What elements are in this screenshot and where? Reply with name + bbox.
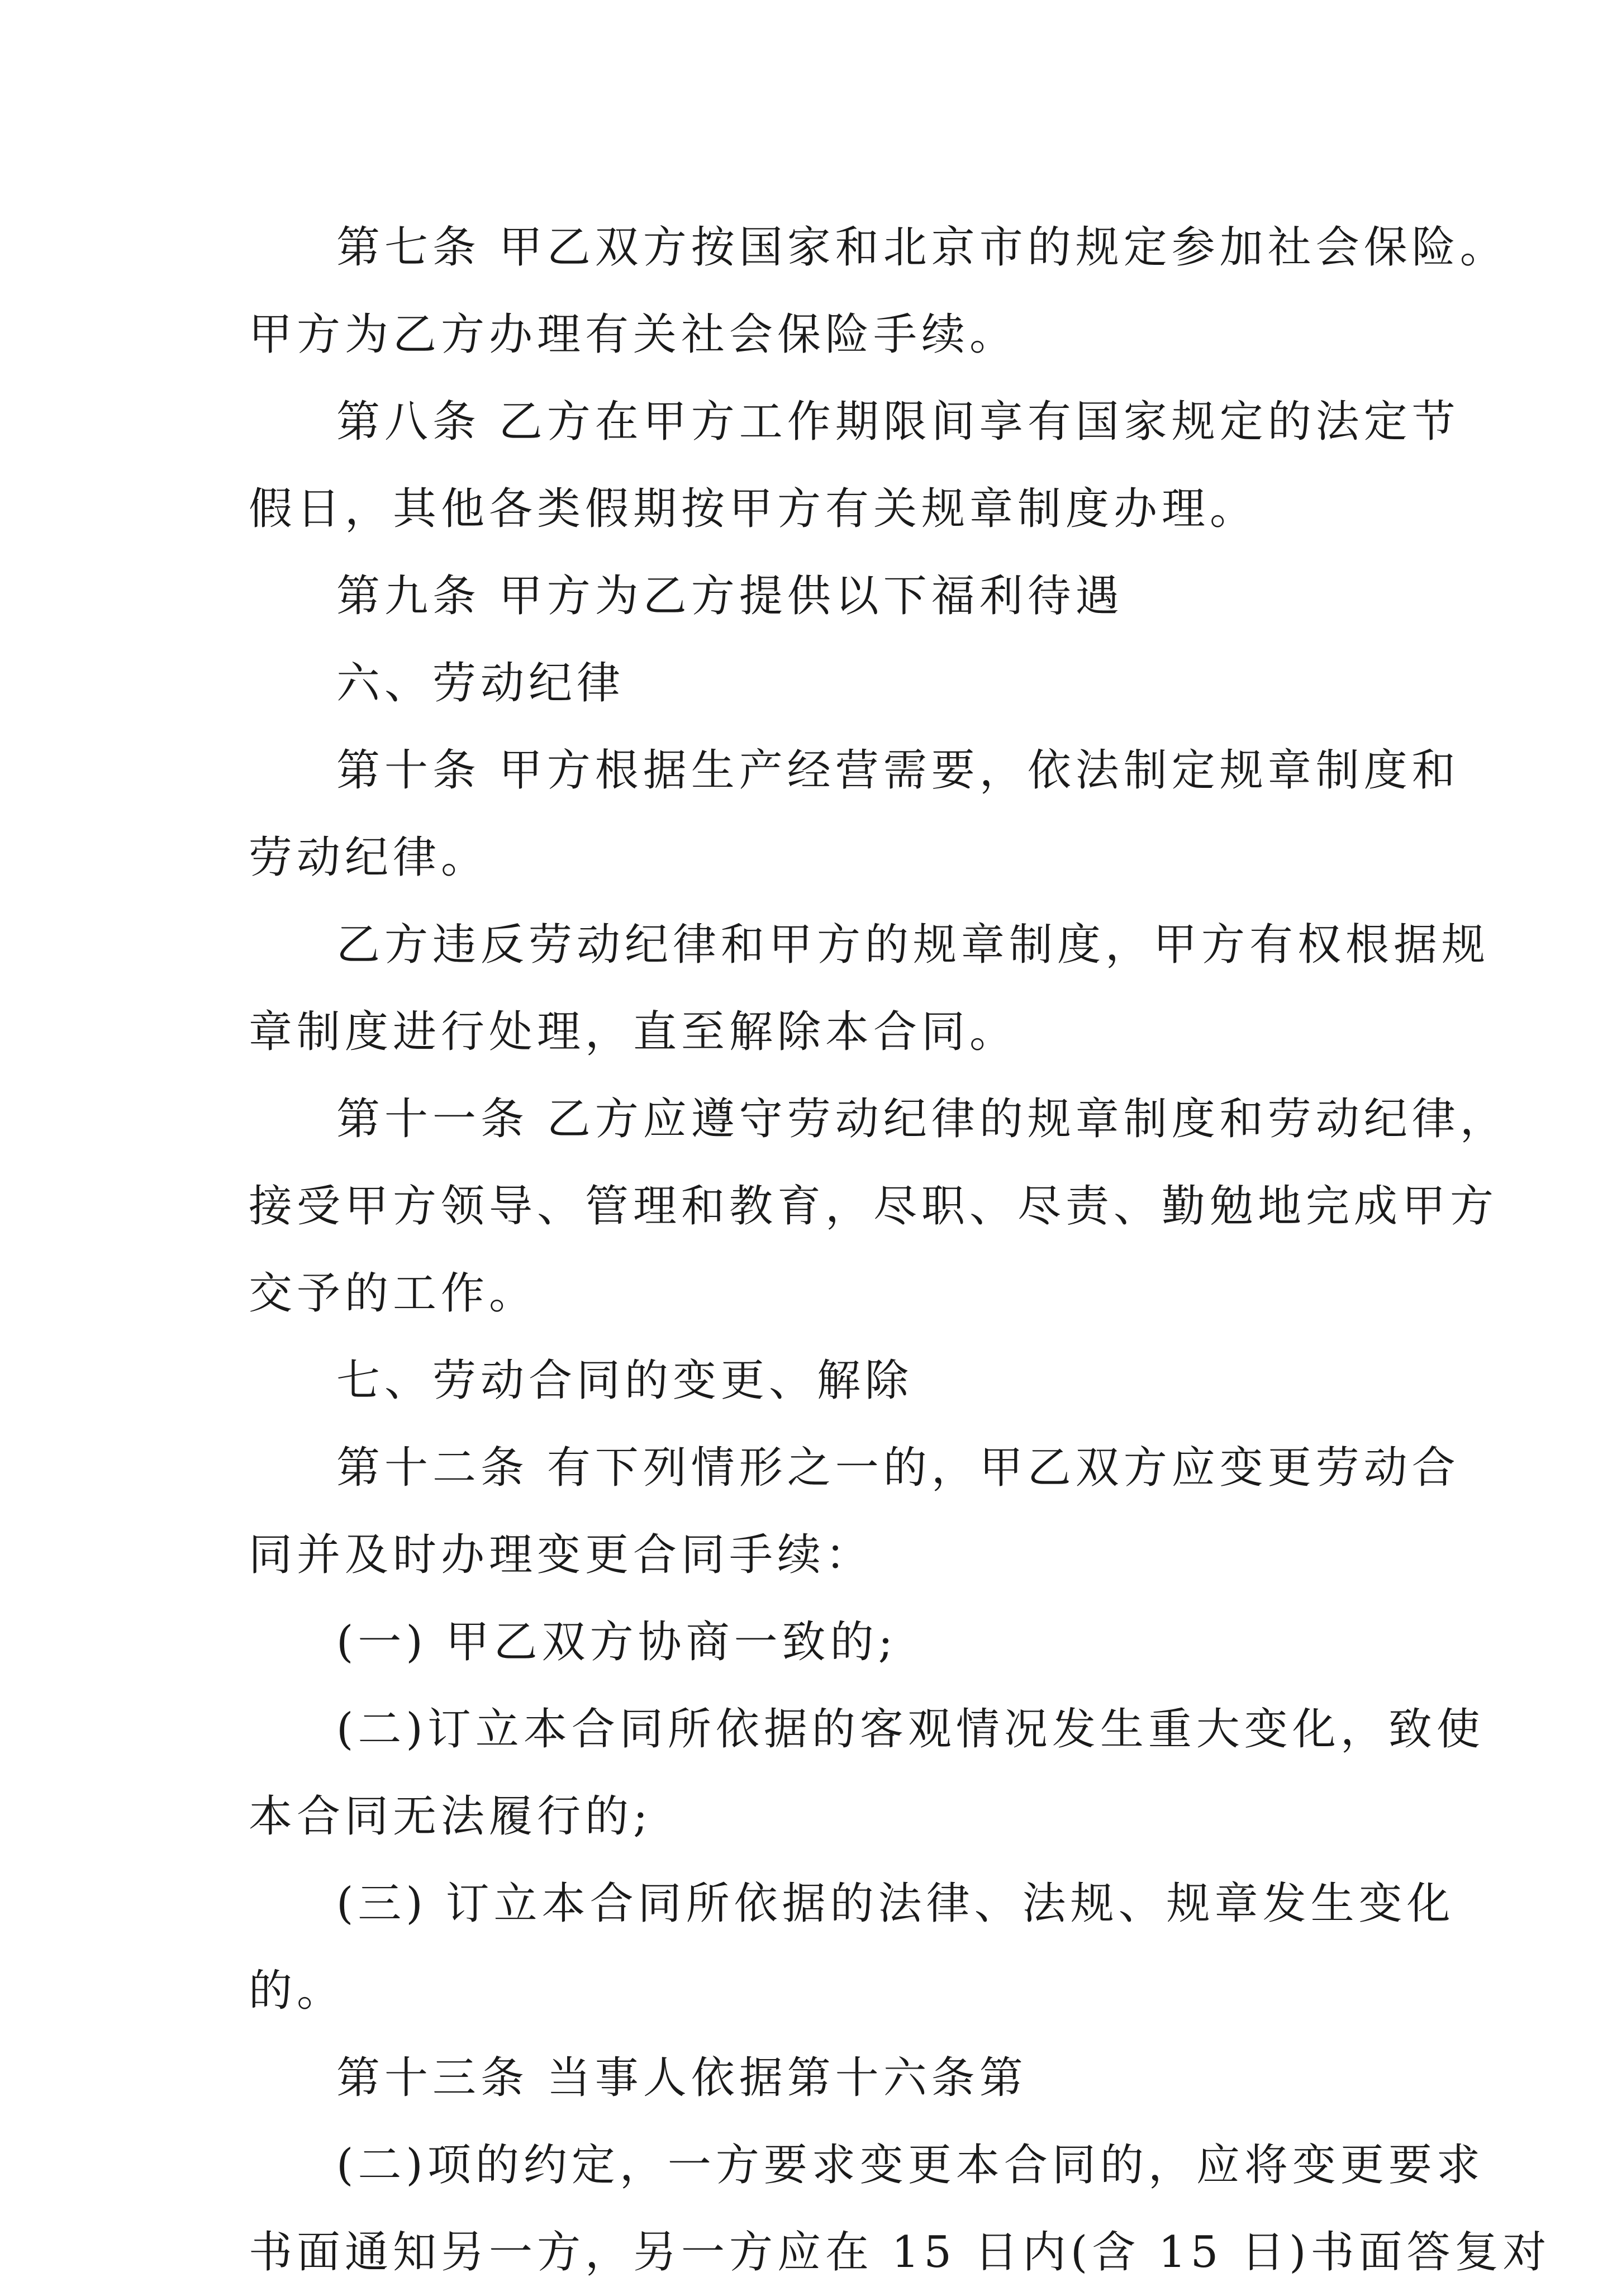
list-item: (一) 甲乙双方协商一致的; [336, 1617, 897, 1667]
section-heading: 七、劳动合同的变更、解除 [336, 1356, 914, 1406]
paragraph-line: 同并及时办理变更合同手续： [249, 1530, 874, 1580]
document-body [249, 204, 1551, 2296]
paragraph-line: 劳动纪律。 [249, 833, 489, 883]
paragraph-line: 乙方违反劳动纪律和甲方的规章制度，甲方有权根据规 [336, 920, 1490, 970]
paragraph-line: 的。 [249, 1966, 345, 2016]
paragraph-line: 交予的工作。 [249, 1268, 538, 1319]
paragraph-line: 第七条 甲乙双方按国家和北京市的规定参加社会保险。 [336, 222, 1508, 273]
paragraph-line: 甲方为乙方办理有关社会保险手续。 [249, 310, 1018, 360]
section-heading: 六、劳动纪律 [336, 658, 625, 709]
paragraph-line: 第八条 乙方在甲方工作期限间享有国家规定的法定节 [336, 397, 1460, 447]
paragraph-line: 第九条 甲方为乙方提供以下福利待遇 [336, 571, 1124, 621]
paragraph-line: 假日，其他各类假期按甲方有关规章制度办理。 [249, 484, 1258, 534]
list-item: (二)订立本合同所依据的客观情况发生重大变化，致使 [336, 1704, 1485, 1755]
list-item: (三) 订立本合同所依据的法律、法规、规章发生变化 [336, 1879, 1455, 1929]
paragraph-line: 第十条 甲方根据生产经营需要，依法制定规章制度和 [336, 745, 1460, 796]
paragraph-line: 接受甲方领导、管理和教育，尽职、尽责、勤勉地完成甲方 [249, 1181, 1499, 1232]
paragraph-line: 章制度进行处理，直至解除本合同。 [249, 1007, 1018, 1057]
paragraph-line: 本合同无法履行的; [249, 1791, 653, 1842]
paragraph-line: 第十三条 当事人依据第十六条第 [336, 2053, 1028, 2103]
paragraph-line: 第十二条 有下列情形之一的，甲乙双方应变更劳动合 [336, 1443, 1460, 1493]
paragraph-line: 书面通知另一方，另一方应在 15 日内(含 15 日)书面答复对 [249, 2227, 1551, 2278]
paragraph-line: (二)项的约定，一方要求变更本合同的，应将变更要求 [336, 2140, 1485, 2190]
paragraph-line: 第十一条 乙方应遵守劳动纪律的规章制度和劳动纪律， [336, 1094, 1508, 1144]
